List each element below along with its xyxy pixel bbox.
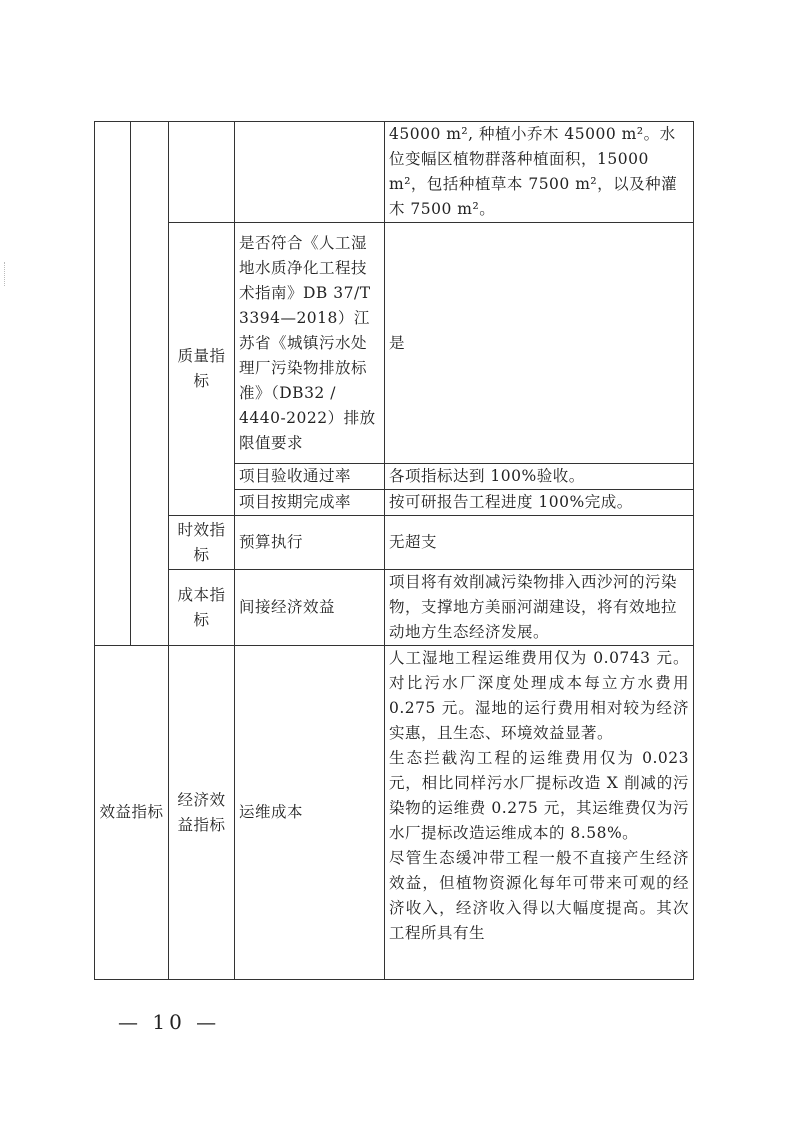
table-row bbox=[95, 570, 694, 646]
paragraph: 人工湿地工程运维费用仅为 0.0743 元。对比污水厂深度处理成本每立方水费用 0.275 元。湿地的运行费用相对较为经济实惠，且生态、环境效益显著。 bbox=[389, 649, 689, 742]
time-indicator-label: 时效指标 bbox=[169, 516, 235, 570]
indicator-value: 无超支 bbox=[385, 516, 694, 570]
indicator-name: 项目验收通过率 bbox=[235, 464, 385, 490]
indicator-value: 项目将有效削减污染物排入西沙河的污染物，支撑地方美丽河湖建设，将有效地拉动地方生态经济发展。 bbox=[385, 570, 694, 646]
planting-area-text: 45000 m², 种植小乔木 45000 m²。水位变幅区植物群落种植面积，15000 m²，包括种植草本 7500 m²，以及种灌木 7500 m²。 bbox=[385, 122, 694, 223]
table-row bbox=[95, 122, 694, 223]
indicator-name: 预算执行 bbox=[235, 516, 385, 570]
table-row bbox=[95, 223, 694, 464]
empty-cell bbox=[169, 122, 235, 223]
economic-benefit-label: 经济效益指标 bbox=[169, 646, 235, 980]
margin-mark bbox=[4, 262, 8, 286]
page-number: — 10 — bbox=[118, 1010, 221, 1034]
indicator-name: 是否符合《人工湿地水质净化工程技术指南》DB 37/T 3394—2018）江苏省《城镇污水处理厂污染物排放标准》（DB32 / 4440-2022）排放限值要求 bbox=[235, 223, 385, 464]
indicator-value: 是 bbox=[385, 223, 694, 464]
indicator-name: 运维成本 bbox=[235, 646, 385, 980]
empty-cell bbox=[235, 122, 385, 223]
empty-cell bbox=[95, 122, 131, 646]
indicator-value bbox=[385, 646, 694, 980]
table-row bbox=[95, 516, 694, 570]
performance-indicator-table bbox=[94, 121, 694, 980]
benefit-indicator-label: 效益指标 bbox=[95, 646, 169, 980]
table-row bbox=[95, 646, 694, 980]
indicator-value: 各项指标达到 100%验收。 bbox=[385, 464, 694, 490]
cost-indicator-label: 成本指标 bbox=[169, 570, 235, 646]
empty-cell bbox=[131, 122, 169, 646]
indicator-name: 间接经济效益 bbox=[235, 570, 385, 646]
indicator-name: 项目按期完成率 bbox=[235, 490, 385, 516]
indicator-value: 按可研报告工程进度 100%完成。 bbox=[385, 490, 694, 516]
paragraph: 尽管生态缓冲带工程一般不直接产生经济效益，但植物资源化每年可带来可观的经济收入，经济收入得以大幅度提高。其次工程所具有生 bbox=[389, 849, 689, 942]
quality-indicator-label: 质量指标 bbox=[169, 223, 235, 516]
paragraph: 生态拦截沟工程的运维费用仅为 0.023 元，相比同样污水厂提标改造 X 削减的污染物的运维费 0.275 元，其运维费仅为污水厂提标改造运维成本的 8.58%。 bbox=[389, 749, 689, 842]
